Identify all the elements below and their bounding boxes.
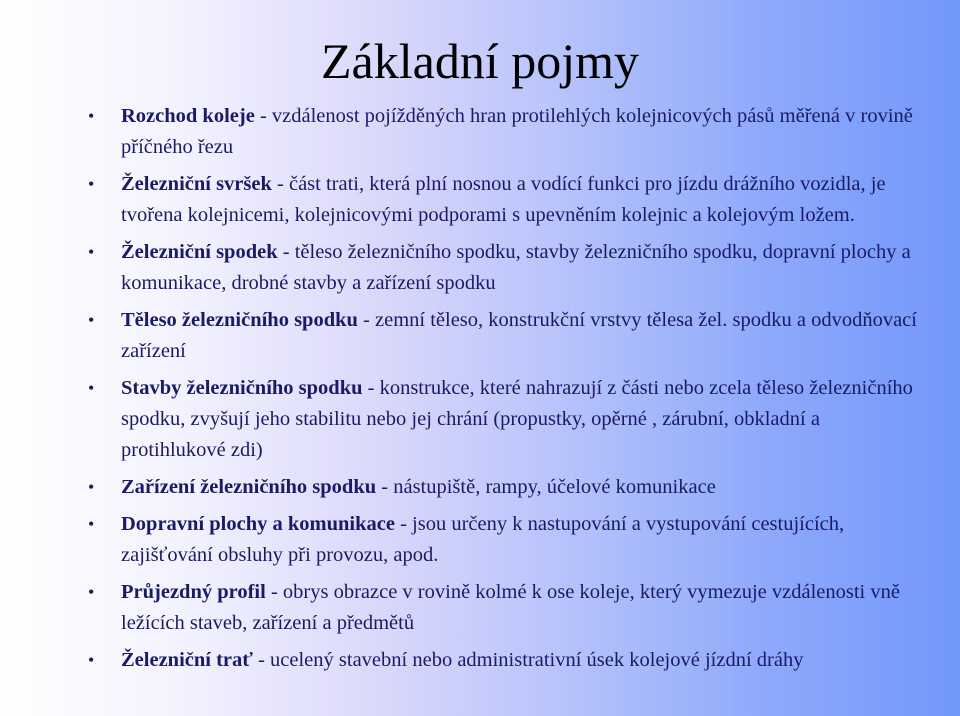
term-label: Těleso železničního spodku xyxy=(121,309,358,331)
term-definition: - ucelený stavební nebo administrativní úsek kolejové jízdní dráhy xyxy=(252,649,804,671)
bullet-item xyxy=(0,305,960,367)
bullet-icon: • xyxy=(88,242,95,262)
term-label: Železniční spodek xyxy=(121,241,278,263)
bullet-icon: • xyxy=(88,310,95,330)
term-label: Stavby železničního spodku xyxy=(121,377,363,399)
term-definition: - nástupiště, rampy, účelové komunikace xyxy=(376,476,716,498)
bullet-icon: • xyxy=(88,582,95,602)
bullet-icon: • xyxy=(88,514,95,534)
bullet-icon: • xyxy=(88,477,95,497)
bullet-list xyxy=(0,101,960,682)
term-definition: - zemní těleso, konstrukční vrstvy tělesa žel. spodku a odvodňovací zařízení xyxy=(121,309,917,362)
term-label: Železniční trať xyxy=(121,649,253,671)
term-definition: - obrys obrazce v rovině kolmé k ose koleje, který vymezuje vzdálenosti vně ležících staveb, zařízení a předmětů xyxy=(121,581,900,634)
bullet-item xyxy=(0,645,960,676)
term-label: Průjezdný profil xyxy=(121,581,266,603)
slide-title: Základní pojmy xyxy=(321,33,639,89)
bullet-item xyxy=(0,101,960,163)
term-definition: - konstrukce, které nahrazují z části nebo zcela těleso železničního spodku, zvyšují jeho stabilitu nebo jej chrání (propustky, opěrné , zárubní, obkladní a protihlukové zdi) xyxy=(121,377,913,461)
bullet-icon: • xyxy=(88,106,95,126)
term-label: Dopravní plochy a komunikace xyxy=(121,513,395,535)
bullet-item xyxy=(0,577,960,639)
bullet-item xyxy=(0,237,960,299)
bullet-item xyxy=(0,373,960,466)
term-label: Rozchod koleje xyxy=(121,105,255,127)
term-label: Železniční svršek xyxy=(121,173,272,195)
bullet-icon: • xyxy=(88,378,95,398)
term-label: Zařízení železničního spodku xyxy=(121,476,377,498)
bullet-item xyxy=(0,169,960,231)
bullet-icon: • xyxy=(88,174,95,194)
term-definition: - část trati, která plní nosnou a vodící funkci pro jízdu drážního vozidla, je tvořena kolejnicemi, kolejnicovými podporami s upevněním kolejnic a kolejovým ložem. xyxy=(121,173,886,226)
term-definition: - vzdálenost pojížděných hran protilehlých kolejnicových pásů měřená v rovině příčného řezu xyxy=(121,105,913,158)
term-definition: - jsou určeny k nastupování a vystupování cestujících, zajišťování obsluhy při provozu, apod. xyxy=(121,513,845,566)
term-definition: - těleso železničního spodku, stavby železničního spodku, dopravní plochy a komunikace, drobné stavby a zařízení spodku xyxy=(121,241,911,294)
bullet-item xyxy=(0,509,960,571)
bullet-icon: • xyxy=(88,650,95,670)
bullet-item xyxy=(0,472,960,503)
